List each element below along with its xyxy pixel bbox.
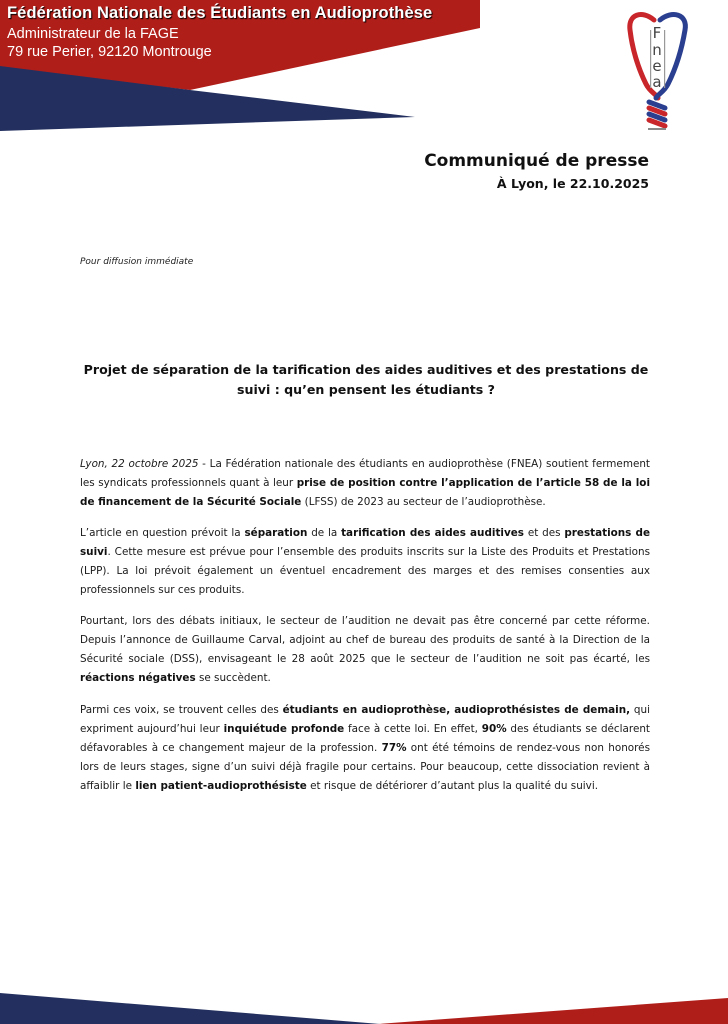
emphasis: prise de position contre l’application de l’article 58 de la loi de financement de la Sécurité Sociale: [80, 477, 651, 508]
text: . Cette mesure est prévue pour l’ensemble des produits inscrits sur la Liste des Produits et Prestations (LPP). La loi prévoit également un éventuel encadrement des marges et des remises consenties aux professionnels sur ces produits.: [80, 546, 650, 596]
text: qui expriment aujourd’hui leur: [80, 704, 650, 735]
text: et risque de détériorer d’autant plus la qualité du suivi.: [306, 780, 599, 792]
footer-banner: [0, 974, 728, 1024]
text: (LFSS) de 2023 au secteur de l’audioprothèse.: [301, 496, 546, 508]
press-release-title: Communiqué de presse: [424, 151, 649, 171]
footer-red-stripe: [378, 998, 728, 1024]
emphasis: étudiants en audioprothèse, audioprothésistes de demain,: [282, 704, 631, 716]
statistic: 77%: [381, 742, 407, 754]
emphasis: réactions négatives: [80, 672, 196, 684]
emphasis: inquiétude profonde: [223, 723, 345, 735]
paragraph-2: [80, 524, 650, 600]
text: des étudiants se déclarent défavorables à ce changement majeur de la profession.: [80, 723, 650, 754]
text: Parmi ces voix, se trouvent celles des: [80, 704, 283, 716]
text: - La Fédération nationale des étudiants en audioprothèse (FNEA) soutient fermement les syndicats professionnels quant à leur: [80, 458, 650, 489]
organization-name: Fédération Nationale des Étudiants en Audioprothèse: [7, 4, 433, 22]
paragraph-3: [80, 612, 650, 688]
dateline: Lyon, 22 octobre 2025: [80, 458, 199, 470]
text: se succèdent.: [195, 672, 271, 684]
emphasis: séparation: [244, 527, 308, 539]
svg-text:e: e: [652, 57, 662, 75]
text: ont été témoins de rendez-vous non honorés lors de leurs stages, signe d’un suivi déjà fragile pour certains. Pour beaucoup, cette dissociation revient à affaiblir le: [80, 742, 650, 792]
text: Pourtant, lors des débats initiaux, le secteur de l’audition ne devait pas être concerné par cette réforme. Depuis l’annonce de Guillaume Carval, adjoint au chef de bureau des produits de santé à la Direction de la Sécurité sociale (DSS), envisageant le 28 août 2025 que le secteur de l’audition ne soit pas écarté, les: [80, 615, 650, 665]
organization-address: 79 rue Perier, 92120 Montrouge: [7, 44, 212, 60]
press-release-date: À Lyon, le 22.10.2025: [496, 176, 649, 191]
text: de la: [307, 527, 342, 539]
fnea-logo-icon: [622, 8, 692, 132]
paragraph-4: [80, 701, 650, 796]
headline: Projet de séparation de la tarification des aides auditives et des prestations de suivi : qu’en pensent les étudiants ?: [83, 362, 649, 397]
emphasis: tarification des aides auditives: [341, 527, 524, 539]
text: et des: [523, 527, 565, 539]
statistic: 90%: [481, 723, 507, 735]
text: face à cette loi. En effet,: [344, 723, 482, 735]
svg-text:F: F: [652, 24, 662, 42]
svg-text:a: a: [652, 73, 662, 91]
emphasis: lien patient-audioprothésiste: [135, 780, 307, 792]
paragraph-1: [80, 455, 650, 512]
text: L’article en question prévoit la: [80, 527, 245, 539]
emphasis: prestations de suivi: [80, 527, 650, 558]
organization-subtitle: Administrateur de la FAGE: [7, 26, 179, 42]
diffusion-notice: Pour diffusion immédiate: [80, 257, 194, 267]
svg-text:n: n: [652, 41, 662, 59]
footer-blue-stripe: [0, 993, 380, 1024]
